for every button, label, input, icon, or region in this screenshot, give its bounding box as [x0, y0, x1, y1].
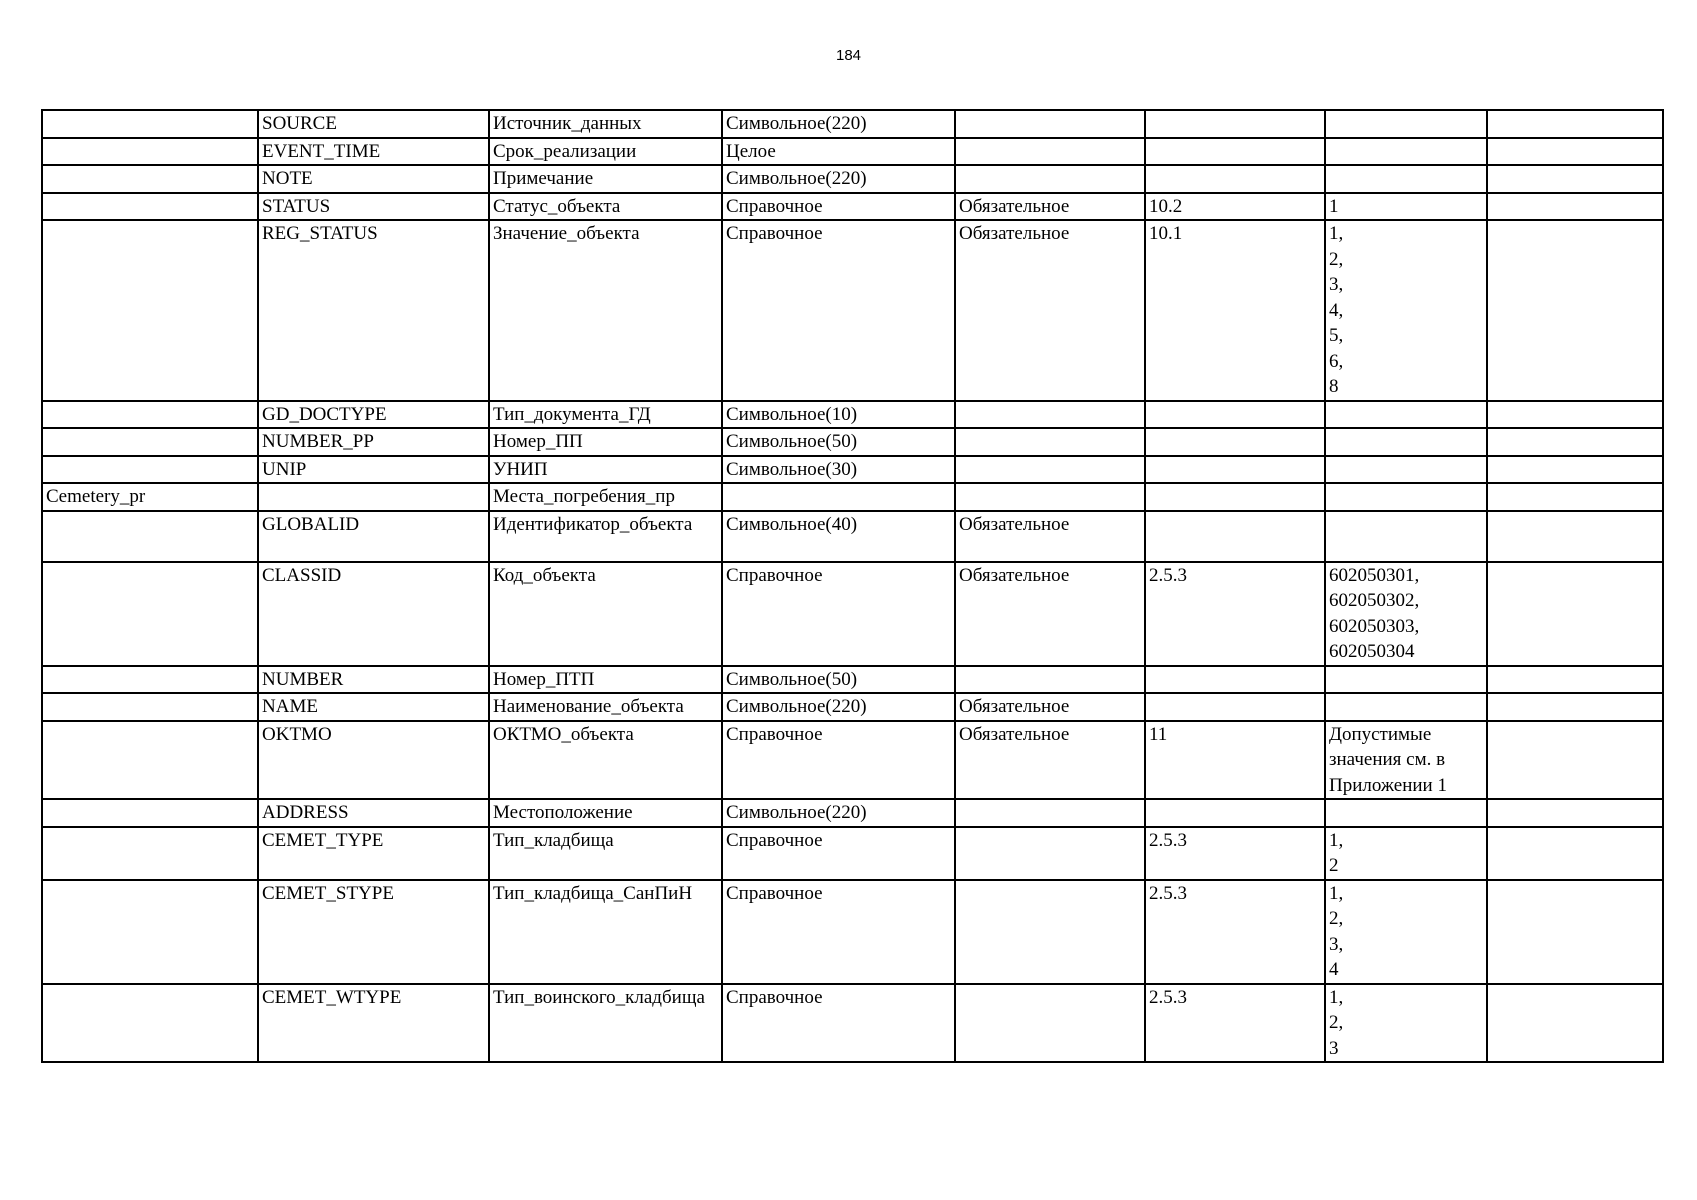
required-cell [955, 428, 1145, 456]
values-cell [1325, 483, 1487, 511]
values-cell [1325, 799, 1487, 827]
layer-name-cell [42, 456, 258, 484]
page-number: 184 [835, 47, 862, 64]
note-cell [1487, 721, 1663, 800]
field-type-cell: Справочное [722, 562, 955, 666]
field-alias-cell: Тип_кладбища_СанПиН [489, 880, 722, 984]
field-alias-cell: Тип_воинского_кладбища [489, 984, 722, 1063]
field-alias-cell: Статус_объекта [489, 193, 722, 221]
field-alias-cell: Срок_реализации [489, 138, 722, 166]
reference-cell [1145, 483, 1325, 511]
field-alias-cell: Идентификатор_объекта [489, 511, 722, 562]
values-cell: 1, 2, 3, 4, 5, 6, 8 [1325, 220, 1487, 401]
values-cell [1325, 110, 1487, 138]
field-alias-cell: Наименование_объекта [489, 693, 722, 721]
table-row [42, 799, 1663, 827]
reference-cell: 10.2 [1145, 193, 1325, 221]
field-alias-cell: УНИП [489, 456, 722, 484]
field-type-cell: Справочное [722, 984, 955, 1063]
layer-name-cell [42, 693, 258, 721]
field-alias-cell: Источник_данных [489, 110, 722, 138]
reference-cell [1145, 138, 1325, 166]
field-alias-cell: Значение_объекта [489, 220, 722, 401]
note-cell [1487, 799, 1663, 827]
field-type-cell: Символьное(220) [722, 799, 955, 827]
note-cell [1487, 511, 1663, 562]
field-alias-cell: Тип_кладбища [489, 827, 722, 880]
table-row [42, 401, 1663, 429]
field-type-cell: Справочное [722, 880, 955, 984]
reference-cell: 10.1 [1145, 220, 1325, 401]
field-type-cell: Целое [722, 138, 955, 166]
reference-cell: 2.5.3 [1145, 827, 1325, 880]
required-cell [955, 456, 1145, 484]
layer-name-cell [42, 138, 258, 166]
field-type-cell: Символьное(40) [722, 511, 955, 562]
layer-name-cell: Cemetery_pr [42, 483, 258, 511]
reference-cell [1145, 666, 1325, 694]
field-code-cell: NUMBER [258, 666, 489, 694]
required-cell [955, 666, 1145, 694]
note-cell [1487, 880, 1663, 984]
note-cell [1487, 483, 1663, 511]
values-cell [1325, 165, 1487, 193]
note-cell [1487, 428, 1663, 456]
required-cell: Обязательное [955, 693, 1145, 721]
field-alias-cell: ОКТМО_объекта [489, 721, 722, 800]
field-type-cell: Символьное(220) [722, 693, 955, 721]
table-row [42, 827, 1663, 880]
field-type-cell [722, 483, 955, 511]
values-cell [1325, 401, 1487, 429]
field-code-cell: GD_DOCTYPE [258, 401, 489, 429]
layer-name-cell [42, 401, 258, 429]
attribute-table [41, 109, 1664, 1063]
field-alias-cell: Номер_ПТП [489, 666, 722, 694]
table-row [42, 165, 1663, 193]
field-type-cell: Символьное(50) [722, 666, 955, 694]
table-row [42, 193, 1663, 221]
reference-cell [1145, 799, 1325, 827]
layer-name-cell [42, 220, 258, 401]
table-row [42, 456, 1663, 484]
field-type-cell: Справочное [722, 721, 955, 800]
field-alias-cell: Примечание [489, 165, 722, 193]
table-row [42, 110, 1663, 138]
reference-cell: 11 [1145, 721, 1325, 800]
layer-name-cell [42, 799, 258, 827]
field-type-cell: Справочное [722, 827, 955, 880]
field-code-cell: CEMET_TYPE [258, 827, 489, 880]
values-cell [1325, 456, 1487, 484]
note-cell [1487, 984, 1663, 1063]
table-row [42, 220, 1663, 401]
note-cell [1487, 666, 1663, 694]
table-row [42, 721, 1663, 800]
table-row [42, 511, 1663, 562]
layer-name-cell [42, 666, 258, 694]
field-alias-cell: Места_погребения_пр [489, 483, 722, 511]
values-cell [1325, 138, 1487, 166]
layer-name-cell [42, 984, 258, 1063]
required-cell [955, 827, 1145, 880]
required-cell [955, 110, 1145, 138]
note-cell [1487, 456, 1663, 484]
layer-name-cell [42, 511, 258, 562]
required-cell [955, 138, 1145, 166]
values-cell: 1 [1325, 193, 1487, 221]
field-code-cell: CEMET_WTYPE [258, 984, 489, 1063]
layer-name-cell [42, 165, 258, 193]
field-code-cell: ADDRESS [258, 799, 489, 827]
values-cell: 1, 2, 3 [1325, 984, 1487, 1063]
field-code-cell: UNIP [258, 456, 489, 484]
field-type-cell: Символьное(220) [722, 165, 955, 193]
required-cell [955, 483, 1145, 511]
values-cell [1325, 428, 1487, 456]
table-row [42, 428, 1663, 456]
values-cell [1325, 693, 1487, 721]
values-cell: 1, 2, 3, 4 [1325, 880, 1487, 984]
note-cell [1487, 165, 1663, 193]
reference-cell [1145, 110, 1325, 138]
required-cell [955, 165, 1145, 193]
required-cell: Обязательное [955, 562, 1145, 666]
note-cell [1487, 220, 1663, 401]
layer-name-cell [42, 721, 258, 800]
reference-cell: 2.5.3 [1145, 562, 1325, 666]
field-alias-cell: Тип_документа_ГД [489, 401, 722, 429]
field-code-cell: OKTMO [258, 721, 489, 800]
field-alias-cell: Местоположение [489, 799, 722, 827]
values-cell [1325, 511, 1487, 562]
values-cell: 1, 2 [1325, 827, 1487, 880]
layer-name-cell [42, 562, 258, 666]
required-cell: Обязательное [955, 193, 1145, 221]
note-cell [1487, 193, 1663, 221]
reference-cell [1145, 428, 1325, 456]
note-cell [1487, 138, 1663, 166]
required-cell [955, 401, 1145, 429]
layer-name-cell [42, 827, 258, 880]
table-row [42, 693, 1663, 721]
field-code-cell [258, 483, 489, 511]
reference-cell [1145, 401, 1325, 429]
required-cell: Обязательное [955, 511, 1145, 562]
values-cell: 602050301, 602050302, 602050303, 602050304 [1325, 562, 1487, 666]
layer-name-cell [42, 110, 258, 138]
field-type-cell: Символьное(30) [722, 456, 955, 484]
layer-name-cell [42, 880, 258, 984]
note-cell [1487, 827, 1663, 880]
field-code-cell: CLASSID [258, 562, 489, 666]
required-cell [955, 984, 1145, 1063]
layer-name-cell [42, 193, 258, 221]
reference-cell [1145, 165, 1325, 193]
field-alias-cell: Номер_ПП [489, 428, 722, 456]
table-row [42, 880, 1663, 984]
field-type-cell: Справочное [722, 220, 955, 401]
required-cell [955, 799, 1145, 827]
layer-name-cell [42, 428, 258, 456]
reference-cell [1145, 456, 1325, 484]
required-cell [955, 880, 1145, 984]
reference-cell [1145, 693, 1325, 721]
field-code-cell: REG_STATUS [258, 220, 489, 401]
values-cell: Допустимые значения см. в Приложении 1 [1325, 721, 1487, 800]
field-code-cell: CEMET_STYPE [258, 880, 489, 984]
note-cell [1487, 110, 1663, 138]
required-cell: Обязательное [955, 721, 1145, 800]
field-code-cell: GLOBALID [258, 511, 489, 562]
note-cell [1487, 562, 1663, 666]
field-alias-cell: Код_объекта [489, 562, 722, 666]
table-row [42, 483, 1663, 511]
note-cell [1487, 693, 1663, 721]
table-row [42, 138, 1663, 166]
required-cell: Обязательное [955, 220, 1145, 401]
field-code-cell: EVENT_TIME [258, 138, 489, 166]
field-code-cell: STATUS [258, 193, 489, 221]
field-code-cell: NOTE [258, 165, 489, 193]
table-row [42, 666, 1663, 694]
field-code-cell: NUMBER_PP [258, 428, 489, 456]
reference-cell: 2.5.3 [1145, 984, 1325, 1063]
table-row [42, 984, 1663, 1063]
table-row [42, 562, 1663, 666]
field-code-cell: NAME [258, 693, 489, 721]
field-type-cell: Символьное(220) [722, 110, 955, 138]
field-code-cell: SOURCE [258, 110, 489, 138]
field-type-cell: Справочное [722, 193, 955, 221]
reference-cell [1145, 511, 1325, 562]
note-cell [1487, 401, 1663, 429]
reference-cell: 2.5.3 [1145, 880, 1325, 984]
field-type-cell: Символьное(10) [722, 401, 955, 429]
values-cell [1325, 666, 1487, 694]
field-type-cell: Символьное(50) [722, 428, 955, 456]
